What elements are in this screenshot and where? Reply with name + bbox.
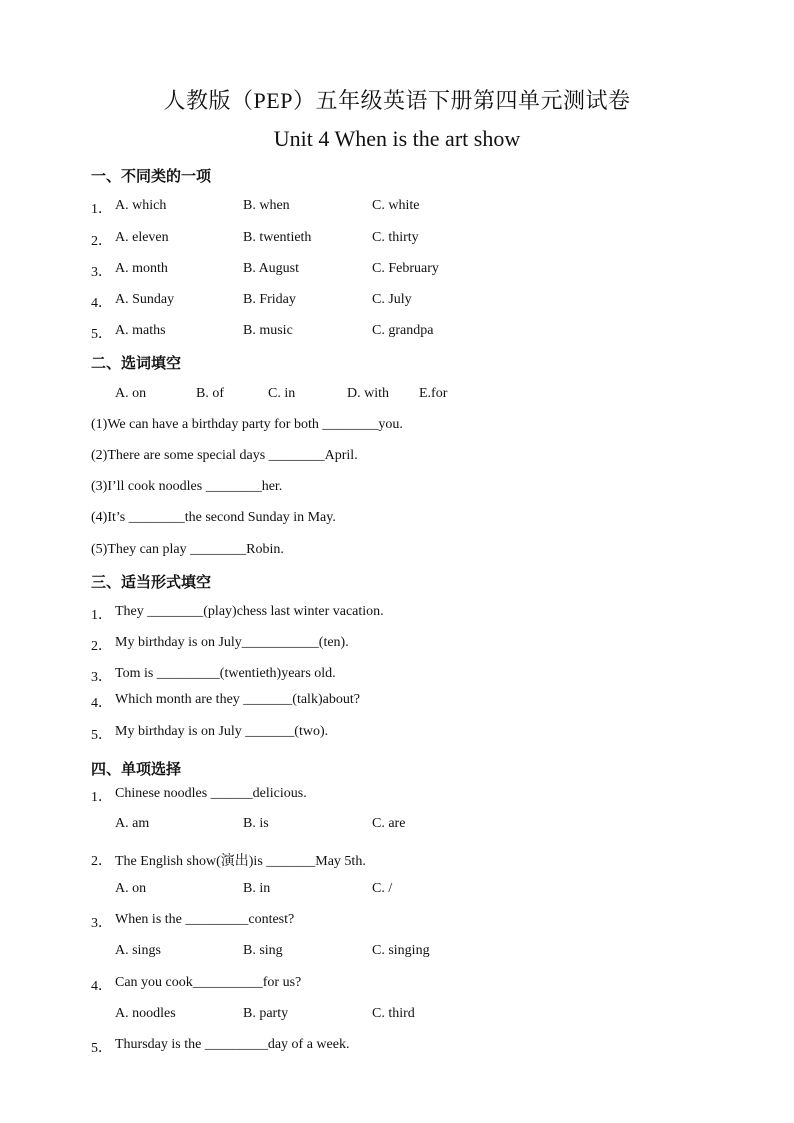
option-a: A. on — [115, 881, 147, 896]
option-c: C. are — [372, 816, 406, 831]
option-a: A. Sunday — [115, 292, 175, 307]
fill-sentence-1: (1)We can have a birthday party for both ________you. — [91, 417, 403, 432]
question-number: 5． — [91, 327, 112, 342]
option-a: A. am — [115, 816, 150, 831]
option-a: A. noodles — [115, 1006, 176, 1021]
question-number: 5． — [91, 1041, 112, 1056]
section-heading-4: 四、单项选择 — [91, 760, 182, 778]
option-b: B. in — [243, 881, 271, 896]
question-number: 3． — [91, 670, 112, 685]
option-a: A. maths — [115, 323, 166, 338]
option-b: B. when — [243, 198, 290, 213]
section-heading-2: 二、选词填空 — [91, 354, 182, 372]
option-c: C. / — [372, 881, 393, 896]
page-subtitle: Unit 4 When is the art show — [273, 126, 521, 151]
question-number: 2． — [91, 639, 112, 654]
question-text: Thursday is the _________day of a week. — [115, 1037, 350, 1052]
word-option: D. with — [347, 386, 389, 401]
question-text: Chinese noodles ______delicious. — [115, 786, 307, 801]
question-number: 2． — [91, 234, 112, 249]
option-c: C. thirty — [372, 230, 419, 245]
section-heading-3: 三、适当形式填空 — [91, 573, 212, 591]
question-number: 4． — [91, 696, 112, 711]
question-number: 1． — [91, 608, 112, 623]
option-c: C. grandpa — [372, 323, 434, 338]
question-number: 3． — [91, 265, 112, 280]
question-number: 3． — [91, 916, 112, 931]
option-b: B. is — [243, 816, 269, 831]
word-option: A. on — [115, 386, 147, 401]
option-a: A. eleven — [115, 230, 169, 245]
question-text: Which month are they _______(talk)about? — [115, 692, 360, 707]
question-text: The English show(演出)is _______May 5th. — [115, 854, 366, 869]
option-c: C. February — [372, 261, 439, 276]
fill-sentence-5: (5)They can play ________Robin. — [91, 542, 284, 557]
option-b: B. party — [243, 1006, 289, 1021]
question-text: Can you cook__________for us? — [115, 975, 302, 990]
question-text: Tom is _________(twentieth)years old. — [115, 666, 336, 681]
option-b: B. sing — [243, 943, 283, 958]
word-option: C. in — [268, 386, 296, 401]
option-c: C. third — [372, 1006, 415, 1021]
question-number: 4． — [91, 296, 112, 311]
question-text: When is the _________contest? — [115, 912, 295, 927]
word-option: E.for — [419, 386, 448, 401]
option-b: B. August — [243, 261, 300, 276]
question-number: 4． — [91, 979, 112, 994]
question-number: 1． — [91, 202, 112, 217]
option-a: A. month — [115, 261, 168, 276]
question-number: 2． — [91, 854, 112, 869]
question-number: 1． — [91, 790, 112, 805]
question-text: My birthday is on July _______(two). — [115, 724, 329, 739]
option-a: A. which — [115, 198, 167, 213]
fill-sentence-4: (4)It’s ________the second Sunday in May. — [91, 510, 336, 525]
question-text: My birthday is on July___________(ten). — [115, 635, 349, 650]
option-b: B. Friday — [243, 292, 296, 307]
option-c: C. white — [372, 198, 420, 213]
option-c: C. singing — [372, 943, 430, 958]
fill-sentence-2: (2)There are some special days ________April. — [91, 448, 358, 463]
question-text: They ________(play)chess last winter vacation. — [115, 604, 384, 619]
option-b: B. music — [243, 323, 293, 338]
section-heading-1: 一、不同类的一项 — [91, 167, 212, 185]
option-c: C. July — [372, 292, 412, 307]
page-title: 人教版（PEP）五年级英语下册第四单元测试卷 — [163, 88, 631, 113]
question-number: 5． — [91, 728, 112, 743]
word-option: B. of — [196, 386, 224, 401]
option-b: B. twentieth — [243, 230, 312, 245]
option-a: A. sings — [115, 943, 161, 958]
fill-sentence-3: (3)I’ll cook noodles ________her. — [91, 479, 283, 494]
